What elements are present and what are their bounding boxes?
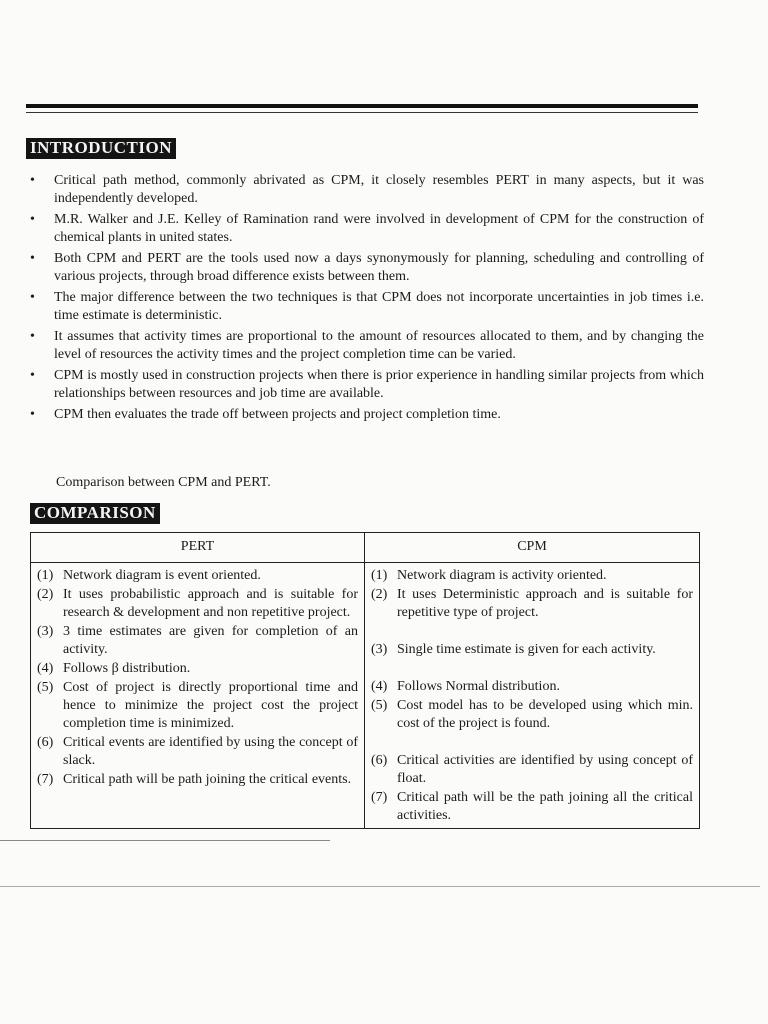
pert-item: (7) Critical path will be path joining the critical events. — [37, 772, 352, 787]
bullet-icon: • — [30, 407, 35, 422]
bullet-item: • Critical path method, commonly abrivated as CPM, it closely resembles PERT in many aspects, but it was independently developed. — [30, 173, 704, 206]
bullet-icon: • — [30, 173, 35, 188]
bullet-icon: • — [30, 251, 35, 266]
cpm-item: (6) Critical activities are identified by using concept of float. — [371, 753, 693, 786]
comparison-table — [30, 532, 700, 829]
pert-item: (1) Network diagram is event oriented. — [37, 568, 261, 583]
bullet-item: • CPM is mostly used in construction projects when there is prior experience in handling similar projects from which relationships between resources and job time are available. — [30, 368, 704, 401]
spacer — [371, 734, 693, 752]
cpm-item: (2) It uses Deterministic approach and is suitable for repetitive type of project. — [371, 587, 693, 620]
pert-column — [31, 563, 365, 829]
bullet-item: • It assumes that activity times are proportional to the amount of resources allocated to them, and by changing the level of resources the activity times and the project completion time can be varied. — [30, 329, 704, 362]
scan-artifact — [0, 840, 330, 841]
pert-item: (5) Cost of project is directly proportional time and hence to minimize the project cost the project completion time is minimized. — [37, 680, 358, 731]
introduction-bullets — [28, 172, 704, 427]
cpm-item: (4) Follows Normal distribution. — [371, 679, 560, 694]
cpm-item: (7) Critical path will be the path joining all the critical activities. — [371, 790, 693, 823]
pert-item: (3) 3 time estimates are given for completion of an activity. — [37, 624, 358, 657]
spacer — [371, 623, 693, 641]
header-rule-thin — [26, 112, 698, 113]
pert-column-header: PERT — [31, 533, 365, 563]
bullet-icon: • — [30, 212, 35, 227]
bullet-icon: • — [30, 290, 35, 305]
pert-item: (2) It uses probabilistic approach and is suitable for research & development and non repetitive project. — [37, 587, 358, 620]
bullet-item: • Both CPM and PERT are the tools used now a days synonymously for planning, scheduling and controlling of various projects, through broad difference exists between them. — [30, 251, 704, 284]
bullet-item: • The major difference between the two techniques is that CPM does not incorporate uncertainties in job times i.e. time estimate is deterministic. — [30, 290, 704, 323]
comparison-heading: COMPARISON — [30, 503, 160, 524]
cpm-item: (1) Network diagram is activity oriented. — [371, 568, 607, 583]
bullet-icon: • — [30, 329, 35, 344]
introduction-heading: INTRODUCTION — [26, 138, 176, 159]
pert-item: (6) Critical events are identified by using the concept of slack. — [37, 735, 358, 768]
pert-item: (4) Follows β distribution. — [37, 661, 191, 676]
cpm-item: (3) Single time estimate is given for each activity. — [371, 642, 656, 657]
bullet-icon: • — [30, 368, 35, 383]
cpm-column-header: CPM — [365, 533, 700, 563]
cpm-column — [365, 563, 700, 829]
bullet-item: • M.R. Walker and J.E. Kelley of Ramination rand were involved in development of CPM for the construction of chemical plants in united states. — [30, 212, 704, 245]
scan-artifact — [0, 886, 760, 887]
bullet-item: • CPM then evaluates the trade off between projects and project completion time. — [30, 407, 501, 422]
spacer — [371, 660, 693, 678]
comparison-intro-line: Comparison between CPM and PERT. — [56, 475, 271, 490]
cpm-item: (5) Cost model has to be developed using which min. cost of the project is found. — [371, 698, 693, 731]
header-rule — [26, 104, 698, 108]
